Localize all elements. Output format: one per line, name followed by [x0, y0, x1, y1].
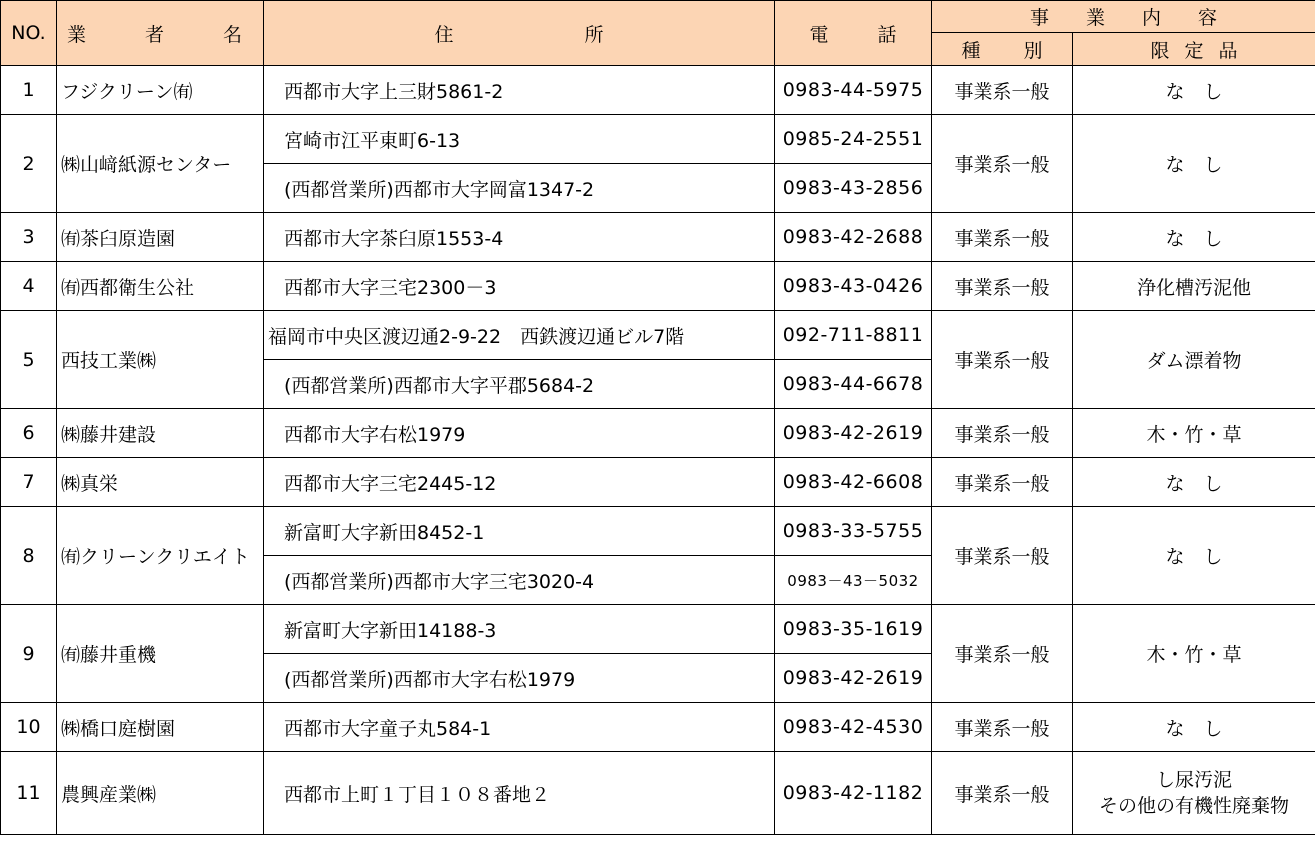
row-limited: な し [1073, 115, 1315, 213]
table-row [1, 66, 1315, 115]
table-row [1, 115, 1315, 164]
row-limited: な し [1073, 66, 1315, 115]
row-kind: 事業系一般 [932, 115, 1073, 213]
row-address: 福岡市中央区渡辺通2-9-22 西鉄渡辺通ビル7階 [264, 311, 775, 360]
row-tel: 0983-43-0426 [775, 262, 932, 311]
row-kind: 事業系一般 [932, 458, 1073, 507]
row-kind: 事業系一般 [932, 409, 1073, 458]
row-tel: 0983-42-6608 [775, 458, 932, 507]
row-tel-branch: 0983－43－5032 [775, 556, 932, 605]
row-address: 新富町大字新田14188-3 [264, 605, 775, 654]
row-limited: な し [1073, 507, 1315, 605]
row-tel: 092-711-8811 [775, 311, 932, 360]
row-kind: 事業系一般 [932, 311, 1073, 409]
row-limited: ダム漂着物 [1073, 311, 1315, 409]
table-row [1, 262, 1315, 311]
row-no: 6 [1, 409, 57, 458]
row-limited-line1: し尿汚泥 [1155, 769, 1232, 791]
row-tel: 0983-33-5755 [775, 507, 932, 556]
row-name: ㈲西都衛生公社 [57, 262, 264, 311]
table-row [1, 409, 1315, 458]
row-name: 西技工業㈱ [57, 311, 264, 409]
row-name: ㈲藤井重機 [57, 605, 264, 703]
row-tel: 0983-42-1182 [775, 752, 932, 835]
header-tel: 電 話 [775, 1, 932, 66]
row-tel: 0985-24-2551 [775, 115, 932, 164]
row-tel-branch: 0983-42-2619 [775, 654, 932, 703]
row-name: フジクリーン㈲ [57, 66, 264, 115]
row-name: 農興産業㈱ [57, 752, 264, 835]
row-no: 5 [1, 311, 57, 409]
table-row [1, 752, 1315, 835]
row-limited-line2: その他の有機性廃棄物 [1098, 795, 1289, 817]
row-address-branch: (西都営業所)西都市大字右松1979 [264, 654, 775, 703]
row-tel-branch: 0983-43-2856 [775, 164, 932, 213]
row-address: 新富町大字新田8452-1 [264, 507, 775, 556]
row-kind: 事業系一般 [932, 262, 1073, 311]
row-address-branch: (西都営業所)西都市大字平郡5684-2 [264, 360, 775, 409]
row-name: ㈱山﨑紙源センター [57, 115, 264, 213]
header-limited: 限 定 品 [1073, 33, 1315, 66]
row-kind: 事業系一般 [932, 605, 1073, 703]
row-kind: 事業系一般 [932, 213, 1073, 262]
row-no: 4 [1, 262, 57, 311]
row-tel-branch: 0983-44-6678 [775, 360, 932, 409]
row-no: 11 [1, 752, 57, 835]
row-address: 西都市大字茶臼原1553-4 [264, 213, 775, 262]
row-name: ㈱藤井建設 [57, 409, 264, 458]
row-no: 2 [1, 115, 57, 213]
row-name: ㈲クリーンクリエイト [57, 507, 264, 605]
header-no: NO. [1, 1, 57, 66]
row-no: 3 [1, 213, 57, 262]
row-name: ㈱真栄 [57, 458, 264, 507]
row-address: 宮崎市江平東町6-13 [264, 115, 775, 164]
row-no: 8 [1, 507, 57, 605]
row-kind: 事業系一般 [932, 752, 1073, 835]
row-tel: 0983-42-2688 [775, 213, 932, 262]
row-no: 9 [1, 605, 57, 703]
row-kind: 事業系一般 [932, 507, 1073, 605]
row-address: 西都市上町１丁目１０８番地２ [264, 752, 775, 835]
table-row [1, 458, 1315, 507]
row-kind: 事業系一般 [932, 703, 1073, 752]
row-no: 7 [1, 458, 57, 507]
row-no: 1 [1, 66, 57, 115]
table-row [1, 311, 1315, 360]
row-limited: な し [1073, 703, 1315, 752]
row-tel: 0983-42-2619 [775, 409, 932, 458]
row-limited: な し [1073, 458, 1315, 507]
header-address: 住 所 [264, 1, 775, 66]
row-address: 西都市大字三宅2300－3 [264, 262, 775, 311]
row-limited: な し [1073, 213, 1315, 262]
row-limited: 木・竹・草 [1073, 409, 1315, 458]
header-kind: 種 別 [932, 33, 1073, 66]
row-tel: 0983-42-4530 [775, 703, 932, 752]
row-tel: 0983-44-5975 [775, 66, 932, 115]
row-limited: 浄化槽汚泥他 [1073, 262, 1315, 311]
table-row [1, 213, 1315, 262]
table-row [1, 507, 1315, 556]
row-address-branch: (西都営業所)西都市大字岡富1347-2 [264, 164, 775, 213]
row-address: 西都市大字三宅2445-12 [264, 458, 775, 507]
table-row [1, 703, 1315, 752]
row-address: 西都市大字右松1979 [264, 409, 775, 458]
row-limited [1073, 752, 1315, 835]
row-no: 10 [1, 703, 57, 752]
row-limited: 木・竹・草 [1073, 605, 1315, 703]
row-tel: 0983-35-1619 [775, 605, 932, 654]
row-address-branch: (西都営業所)西都市大字三宅3020-4 [264, 556, 775, 605]
header-business: 事 業 内 容 [932, 1, 1315, 33]
row-name: ㈲茶臼原造園 [57, 213, 264, 262]
row-name: ㈱橋口庭樹園 [57, 703, 264, 752]
row-address: 西都市大字上三財5861-2 [264, 66, 775, 115]
row-kind: 事業系一般 [932, 66, 1073, 115]
row-address: 西都市大字童子丸584-1 [264, 703, 775, 752]
table-row [1, 605, 1315, 654]
header-name: 業 者 名 [57, 1, 264, 66]
